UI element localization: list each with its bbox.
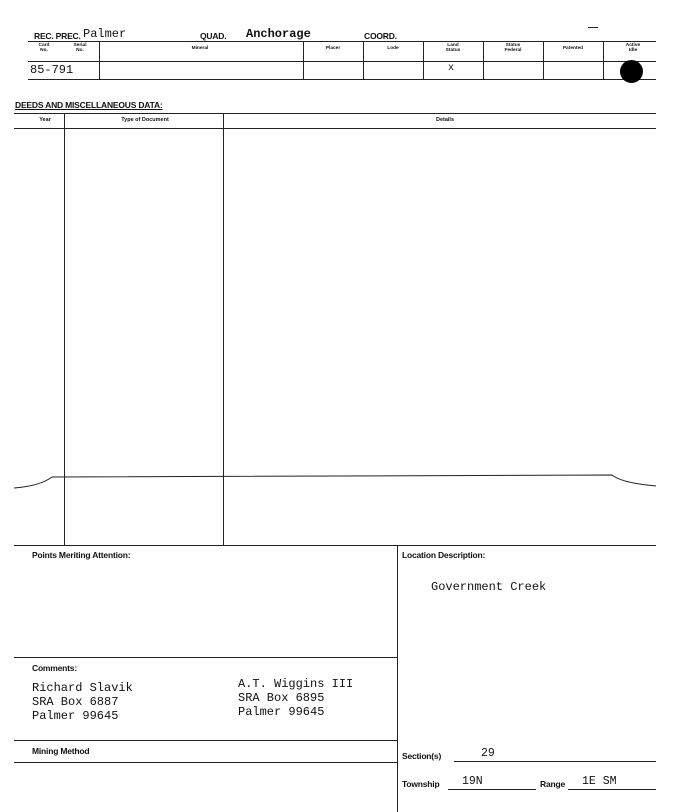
comments-top-line — [14, 657, 397, 658]
location-label: Location Description: — [402, 550, 486, 560]
col-status-federal: Status Federal — [504, 43, 522, 53]
table-col-divider — [99, 41, 100, 79]
col-patented: Patented — [562, 46, 584, 51]
mining-top-line — [14, 740, 397, 741]
township-label: Township — [402, 779, 440, 789]
deeds-bottom-line — [14, 545, 656, 546]
mining-method-label: Mining Method — [32, 746, 90, 756]
comment-left-line-1: Richard Slavik — [32, 681, 133, 695]
col-land-status: Land Status — [445, 43, 461, 53]
deeds-header-bottom — [14, 128, 656, 129]
section-label: Section(s) — [402, 751, 442, 761]
col-lode: Lode — [387, 46, 399, 51]
comments-label: Comments: — [32, 663, 77, 673]
table-col-divider — [303, 41, 304, 79]
col-placer: Placer — [325, 46, 341, 51]
header-dash — [588, 27, 598, 28]
comment-left-line-2: SRA Box 6887 — [32, 695, 119, 709]
table-bottom — [28, 79, 656, 80]
header-top-line — [28, 41, 656, 42]
quad-label: QUAD. — [200, 31, 227, 41]
col-details: Details — [435, 117, 455, 123]
comment-left-line-3: Palmer 99645 — [32, 709, 119, 723]
coord-label: COORD. — [364, 31, 397, 41]
comment-right-line-2: SRA Box 6895 — [238, 691, 325, 705]
rec-prec-label: REC. PREC. — [34, 31, 81, 41]
mining-bottom-line — [14, 762, 397, 763]
fold-line — [0, 468, 678, 498]
range-label: Range — [540, 779, 565, 789]
deeds-title: DEEDS AND MISCELLANEOUS DATA: — [15, 100, 163, 110]
township-underline — [448, 789, 536, 790]
col-active-idle: Active Idle — [625, 43, 641, 53]
table-col-divider — [423, 41, 424, 79]
comment-right-line-3: Palmer 99645 — [238, 705, 325, 719]
table-header-bottom — [28, 61, 656, 62]
active-idle-dot — [620, 60, 643, 83]
section-underline — [454, 761, 656, 762]
table-col-divider — [543, 41, 544, 79]
card-no-value: 85-791 — [30, 63, 74, 77]
location-divider — [397, 545, 398, 812]
col-type-of-document: Type of Document — [121, 117, 169, 123]
table-col-divider — [363, 41, 364, 79]
section-value: 29 — [481, 747, 495, 760]
table-col-divider — [483, 41, 484, 79]
range-underline — [568, 789, 656, 790]
township-value: 19N — [462, 775, 483, 788]
range-value: 1E SM — [582, 775, 617, 788]
points-label: Points Meriting Attention: — [32, 550, 131, 560]
rec-prec-value: Palmer — [83, 27, 127, 41]
location-value: Government Creek — [431, 580, 547, 594]
deeds-top-line — [14, 113, 656, 114]
quad-value: Anchorage — [246, 27, 311, 41]
col-serial-no: Serial No. — [73, 43, 87, 53]
land-status-value: x — [448, 63, 455, 74]
col-mineral: Mineral — [191, 46, 209, 51]
table-col-divider — [603, 41, 604, 79]
comment-right-line-1: A.T. Wiggins III — [238, 677, 354, 691]
col-year: Year — [39, 117, 51, 123]
col-card-no: Card No. — [38, 43, 50, 53]
